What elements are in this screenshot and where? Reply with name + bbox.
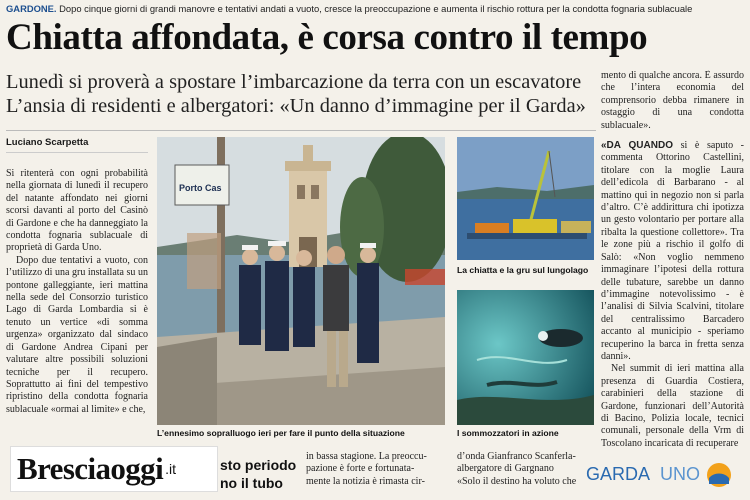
paragraph-lead: «DA QUANDO — [601, 140, 673, 152]
gardauno-logo-b: UNO — [660, 464, 700, 484]
teaser — [220, 456, 306, 492]
paragraph: Nel summit di ieri mattina alla presenza di Guardia Costiera, carabinieri della stazione di Gardone, funzionari dell’Autorità di Bacino, Polizia locale, tecnici comunali, personale della Vrm di Toscolano incaricata di recuperare — [601, 363, 744, 449]
divers-photo — [457, 290, 594, 425]
subhead-1: Lunedì si proverà a spostare l’imbarcazione da terra con un escavatore — [6, 71, 582, 93]
text-line: in bassa stagione. La preoccu- — [306, 451, 427, 462]
gardauno-logo-a: GARDA — [586, 464, 651, 484]
column-2b-fragment — [457, 451, 597, 488]
kicker-location: GARDONE. — [6, 3, 57, 14]
kicker-text: Dopo cinque giorni di grandi manovre e tentativi andati a vuoto, cresce la preoccupazione e aumenta il rischio rottura per la condotta fognaria sublacuale — [59, 3, 693, 14]
article-column-1 — [6, 168, 148, 450]
bresciaoggi-logo — [10, 446, 218, 492]
byline-rule — [6, 152, 148, 153]
paragraph — [601, 140, 744, 363]
article-column-3 — [601, 70, 744, 498]
barge-crane-caption: La chiatta e la gru sul lungolago — [457, 265, 589, 275]
byline: Luciano Scarpetta — [6, 137, 89, 148]
paragraph: Si ritenterà con ogni probabilità nella giornata di lunedì il recupero del natante affondato nei giorni scorsi davanti al porto del Casinò di Gardone e che ha danneggiato la condotta fognaria sublacuale di proprietà di Garda Uno. — [6, 168, 148, 254]
main-photo — [157, 137, 445, 425]
column-2-fragment — [306, 451, 452, 488]
photo-sign-text: Porto Cas — [179, 183, 222, 193]
text-line: «Solo il destino ha voluto che — [457, 475, 577, 487]
teaser-line: no il tubo — [220, 475, 283, 491]
divers-illustration — [457, 290, 594, 425]
teaser-line: sto periodo — [220, 457, 297, 473]
bresciaoggi-logo-suffix: .it — [165, 461, 176, 477]
bresciaoggi-logo-text: Bresciaoggi — [17, 451, 164, 486]
paragraph: mento di qualche ancora. È assurdo che l’intera economia del comprensorio debba rimanere in ostaggio di una condotta sublacuale». — [601, 70, 744, 131]
headline: Chiatta affondata, è corsa contro il tempo — [6, 17, 648, 58]
divider-rule — [6, 130, 596, 131]
barge-crane-illustration — [457, 137, 594, 260]
subhead-2: L’ansia di residenti e albergatori: «Un danno d’immagine per il Garda» — [6, 95, 586, 117]
paragraph-body: si è saputo - commenta Ottorino Castellini, titolare con la moglie Laura dell’edicola di Barbarano - al mattino qui in negozio non si parla d’altro. C’è addirittura chi ipotizza un gesto volontario per portare alla ribalta la questione collettore». Tra le zone più a rischio il golfo di Salò: «Non voglio nemmeno immaginare l’ipotesi della rottura delle tubature, sarebbe un danno d’immagine notevolissimo - è l’analisi di Silvia Scalvini, titolare del centralissimo Barcadero accanto al municipio - speriamo recuperino la barca in fretta senza danni». — [601, 140, 744, 362]
barge-crane-photo — [457, 137, 594, 260]
text-line: d’onda Gianfranco Scanferla- — [457, 451, 576, 462]
main-photo-illustration — [157, 137, 445, 425]
divers-caption: I sommozzatori in azione — [457, 428, 559, 438]
gardauno-emblem-icon — [704, 460, 734, 490]
gardauno-logo — [586, 460, 746, 492]
text-line: pazione è forte e fortunata- — [306, 463, 415, 475]
paragraph: Dopo due tentativi a vuoto, con l’utilizzo di una gru installata su un pontone galleggiante, ieri mattina nella sede del Consorzio turistico Lago di Garda Lombardia si è tenuto un vertice «di somma urgenza» organizzato dal sindaco di Gardone Andrea Cipani per valutare altre possibili soluzioni tecniche per il recupero. Soprattutto ai fini del tempestivo ripristino della condotta fognaria sublacuale «ormai al limite» e che, — [6, 254, 148, 415]
text-line: albergatore di Gargnano — [457, 463, 554, 475]
text-line: mente la notizia è rimasta cir- — [306, 475, 425, 487]
main-photo-caption: L’ennesimo sopralluogo ieri per fare il punto della situazione — [157, 428, 405, 438]
